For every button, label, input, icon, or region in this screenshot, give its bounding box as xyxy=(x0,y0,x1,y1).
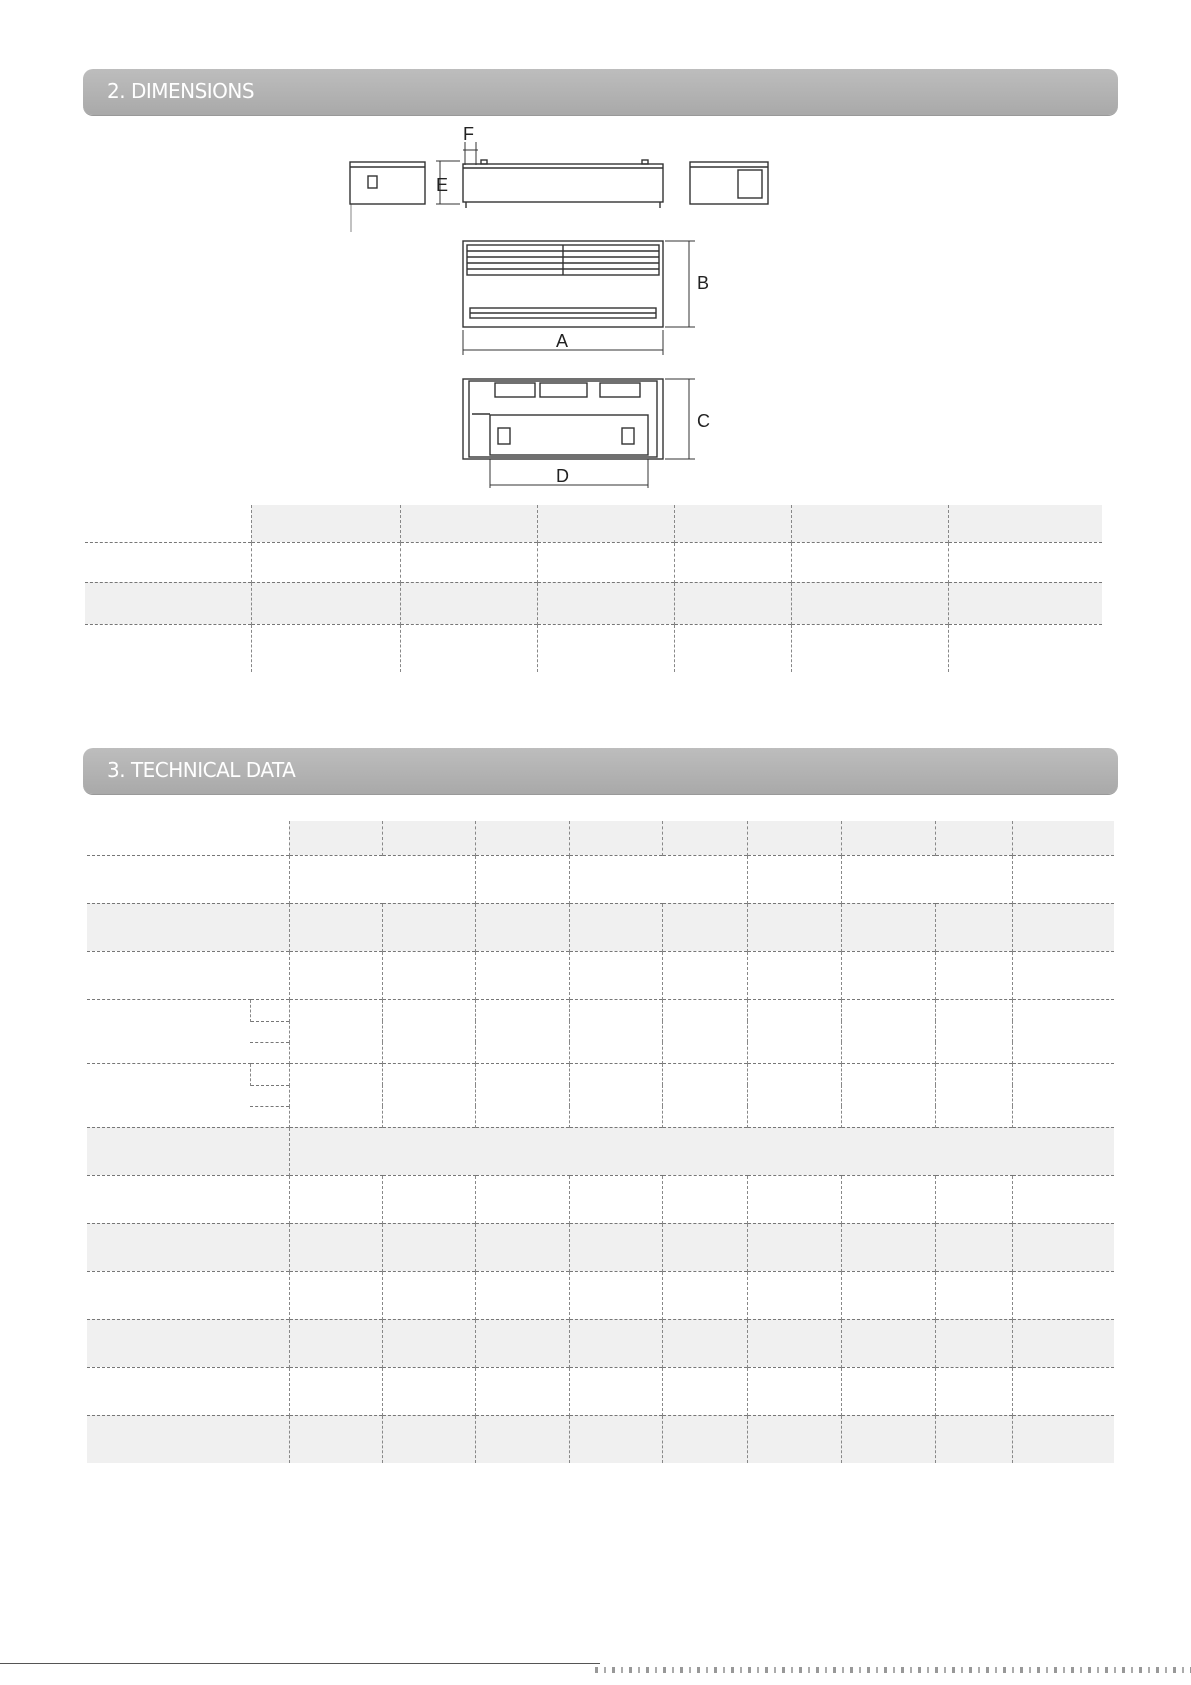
table-row xyxy=(87,951,1114,999)
label-a: A xyxy=(556,331,569,351)
section-title: 2. DIMENSIONS xyxy=(107,79,255,103)
technical-data-table xyxy=(87,821,1114,1463)
table-row xyxy=(87,1367,1114,1415)
left-side-view xyxy=(350,162,425,204)
table-row xyxy=(87,1223,1114,1271)
label-f: F xyxy=(463,124,474,144)
table-row xyxy=(87,1063,1114,1085)
footer-divider xyxy=(0,1663,600,1664)
table-row xyxy=(87,903,1114,951)
table-row xyxy=(85,505,1102,542)
table-row xyxy=(87,1271,1114,1319)
table-row xyxy=(87,855,1114,903)
label-d: D xyxy=(556,466,569,486)
technical-section-header xyxy=(83,748,1118,794)
dimensions-section-header xyxy=(83,69,1118,115)
table-row xyxy=(87,1319,1114,1367)
table-row xyxy=(87,1127,1114,1175)
table-row xyxy=(85,582,1102,624)
label-c: C xyxy=(697,411,710,431)
table-row xyxy=(87,821,1114,855)
dimensions-table xyxy=(85,505,1102,672)
unit-dimension-drawing xyxy=(340,118,800,488)
table-row xyxy=(85,542,1102,582)
footer-scan-artifact xyxy=(595,1667,1191,1673)
table-row xyxy=(87,1415,1114,1463)
front-top-view xyxy=(463,164,663,202)
table-row xyxy=(85,624,1102,672)
table-row xyxy=(87,999,1114,1021)
label-e: E xyxy=(436,175,449,195)
label-b: B xyxy=(697,273,710,293)
section-title: 3. TECHNICAL DATA xyxy=(107,758,296,782)
table-row xyxy=(87,1175,1114,1223)
bottom-view xyxy=(463,379,663,459)
